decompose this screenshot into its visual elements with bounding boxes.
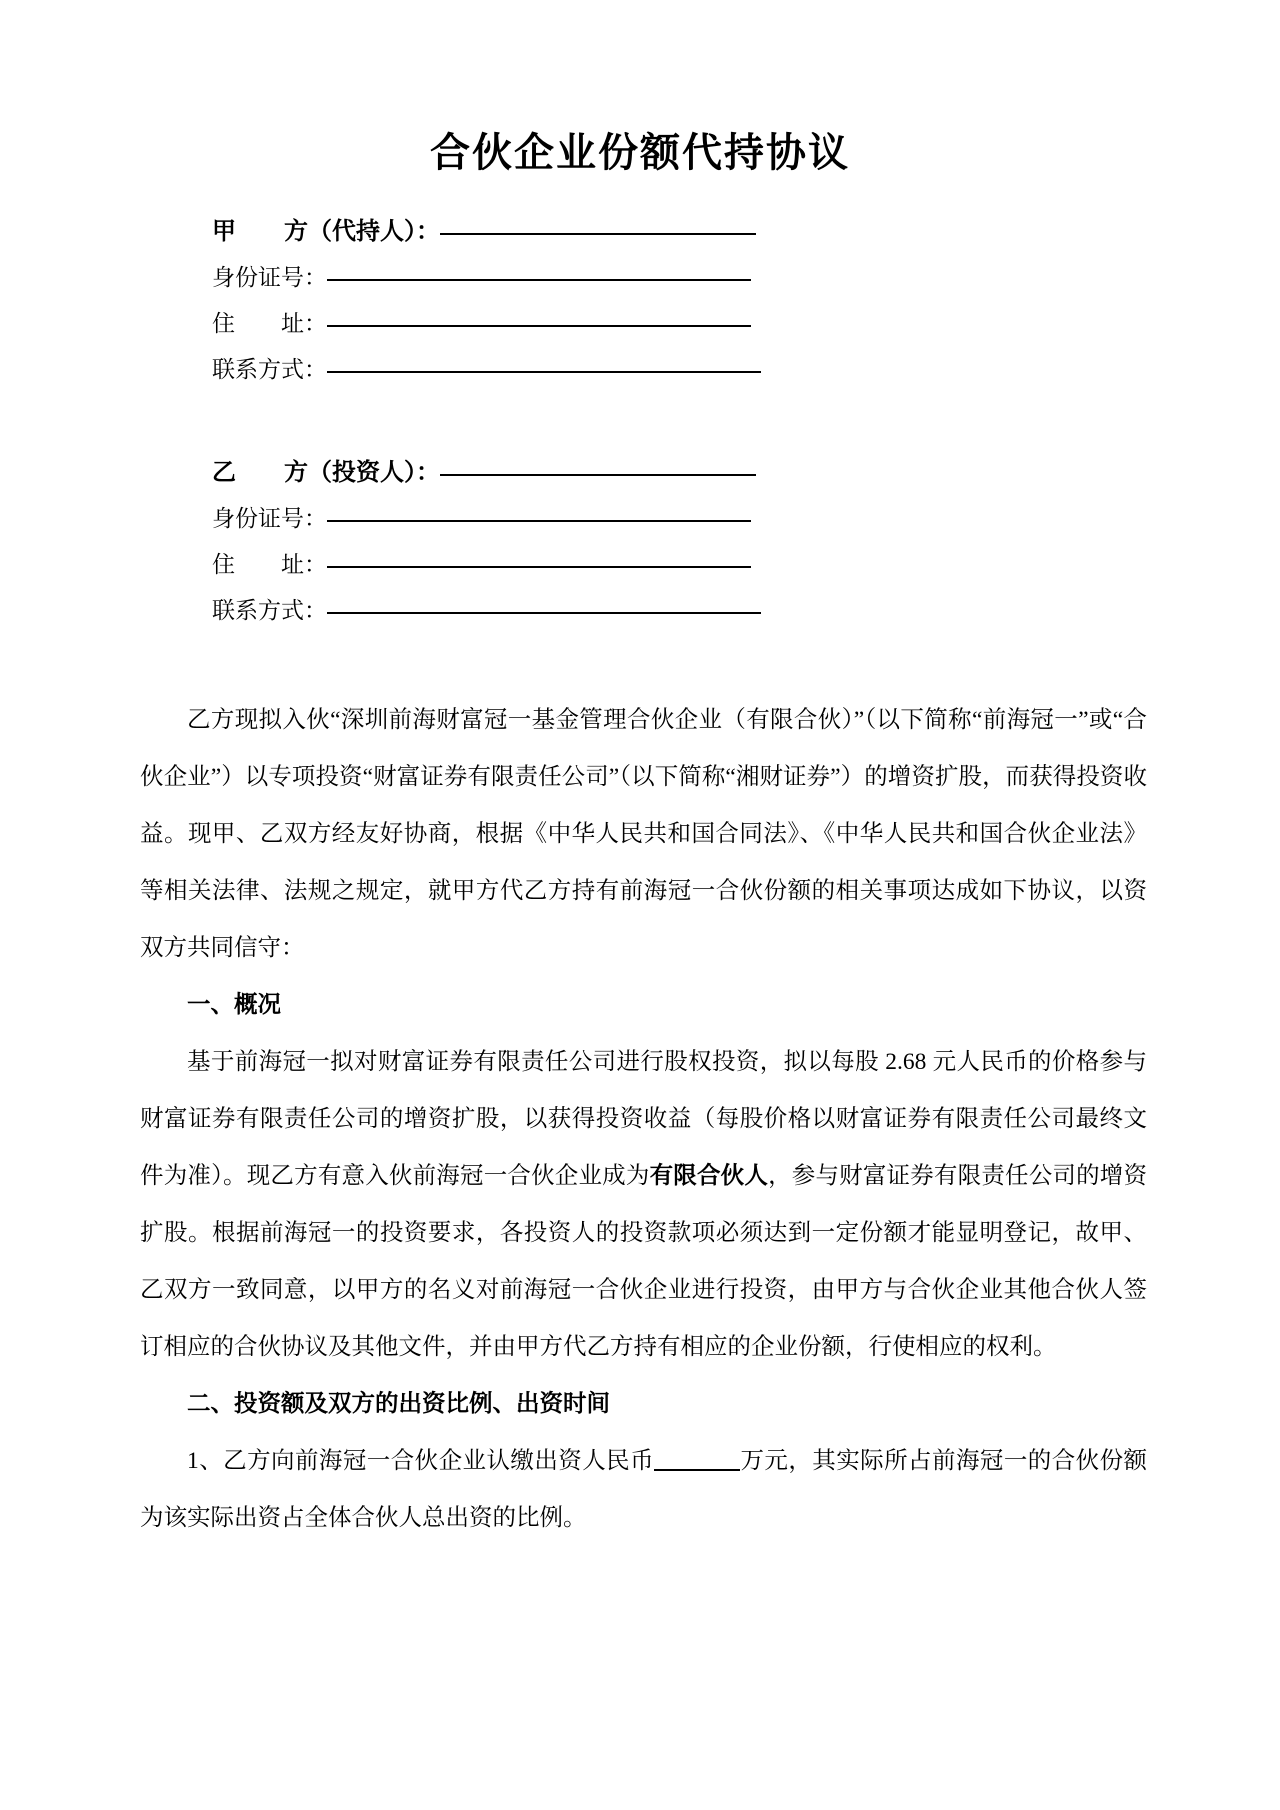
section-one-text-part2: ，参与财富证券有限责任公司的增资扩股。根据前海冠一的投资要求，各投资人的投资款项必须达到一定份额才能显明登记，故甲、乙双方一致同意，以甲方的名义对前海冠一合伙企业进行投资，由甲方与合伙企业其他合伙人签订相应的合伙协议及其他文件，并由甲方代乙方持有相应的企业份额，行使相应的权利。: [140, 1163, 1148, 1360]
party-b-contact-label: 联系方式：: [212, 598, 327, 623]
section-two-item1-text-part2: 万元，其实际所占前海冠一的合伙份额为该实际出资占全体合伙人总出资的比例。: [140, 1448, 1148, 1531]
party-a-name-input-rule[interactable]: [440, 232, 756, 235]
section-heading-two: 二、投资额及双方的出资比例、出资时间: [187, 1391, 610, 1417]
party-b-id-input-rule[interactable]: [327, 519, 751, 522]
limited-partner-emphasis: 有限合伙人: [649, 1163, 769, 1189]
party-a-name-label: 甲 方（代持人）：: [212, 219, 440, 245]
section-one-text-part1: 基于前海冠一拟对财富证券有限责任公司进行股权投资，拟以每股 2.68 元人民币的价格参与财富证券有限责任公司的增资扩股，以获得投资收益（每股价格以财富证券有限责任公司最终文件为准）。现乙方有意入伙前海冠一合伙企业成为: [140, 1049, 1147, 1189]
document-body: [0, 692, 1280, 1547]
party-b-address-input-rule[interactable]: [327, 565, 751, 568]
party-b-name-label: 乙 方（投资人）：: [212, 460, 440, 486]
party-b-block: [212, 450, 1160, 634]
party-a-address-row: [212, 301, 1160, 347]
party-b-id-row: [212, 496, 1160, 542]
party-a-name-row: [212, 209, 1160, 255]
party-b-address-row: [212, 542, 1160, 588]
party-a-contact-label: 联系方式：: [212, 357, 327, 382]
party-b-contact-row: [212, 588, 1160, 634]
party-a-contact-row: [212, 347, 1160, 393]
party-a-id-row: [212, 255, 1160, 301]
preamble-paragraph: 乙方现拟入伙“深圳前海财富冠一基金管理合伙企业（有限合伙）”（以下简称“前海冠一”或“合伙企业”）以专项投资“财富证券有限责任公司”（以下简称“湘财证券”）的增资扩股，而获得投资收益。现甲、乙双方经友好协商，根据《中华人民共和国合同法》、《中华人民共和国合伙企业法》等相关法律、法规之规定，就甲方代乙方持有前海冠一合伙份额的相关事项达成如下协议，以资双方共同信守：: [140, 707, 1147, 961]
section-two-item1-text-part1: 1、乙方向前海冠一合伙企业认缴出资人民币: [187, 1448, 655, 1474]
parties-section: [0, 209, 1280, 634]
party-a-block: [212, 209, 1160, 393]
page-title: 合伙企业份额代持协议: [430, 130, 850, 175]
party-b-id-label: 身份证号：: [212, 506, 327, 531]
party-b-name-row: [212, 450, 1160, 496]
section-heading-one: 一、概况: [187, 992, 281, 1018]
contribution-amount-blank[interactable]: [654, 1468, 740, 1471]
party-b-contact-input-rule[interactable]: [327, 611, 761, 614]
section-two-item-one: [140, 1433, 1147, 1547]
party-a-id-label: 身份证号：: [212, 265, 327, 290]
party-b-address-label: 住 址：: [212, 552, 327, 577]
party-a-address-label: 住 址：: [212, 311, 327, 336]
party-a-contact-input-rule[interactable]: [327, 370, 761, 373]
section-one-paragraph: [140, 1034, 1147, 1376]
party-b-name-input-rule[interactable]: [440, 473, 756, 476]
party-a-address-input-rule[interactable]: [327, 324, 751, 327]
party-a-id-input-rule[interactable]: [327, 278, 751, 281]
